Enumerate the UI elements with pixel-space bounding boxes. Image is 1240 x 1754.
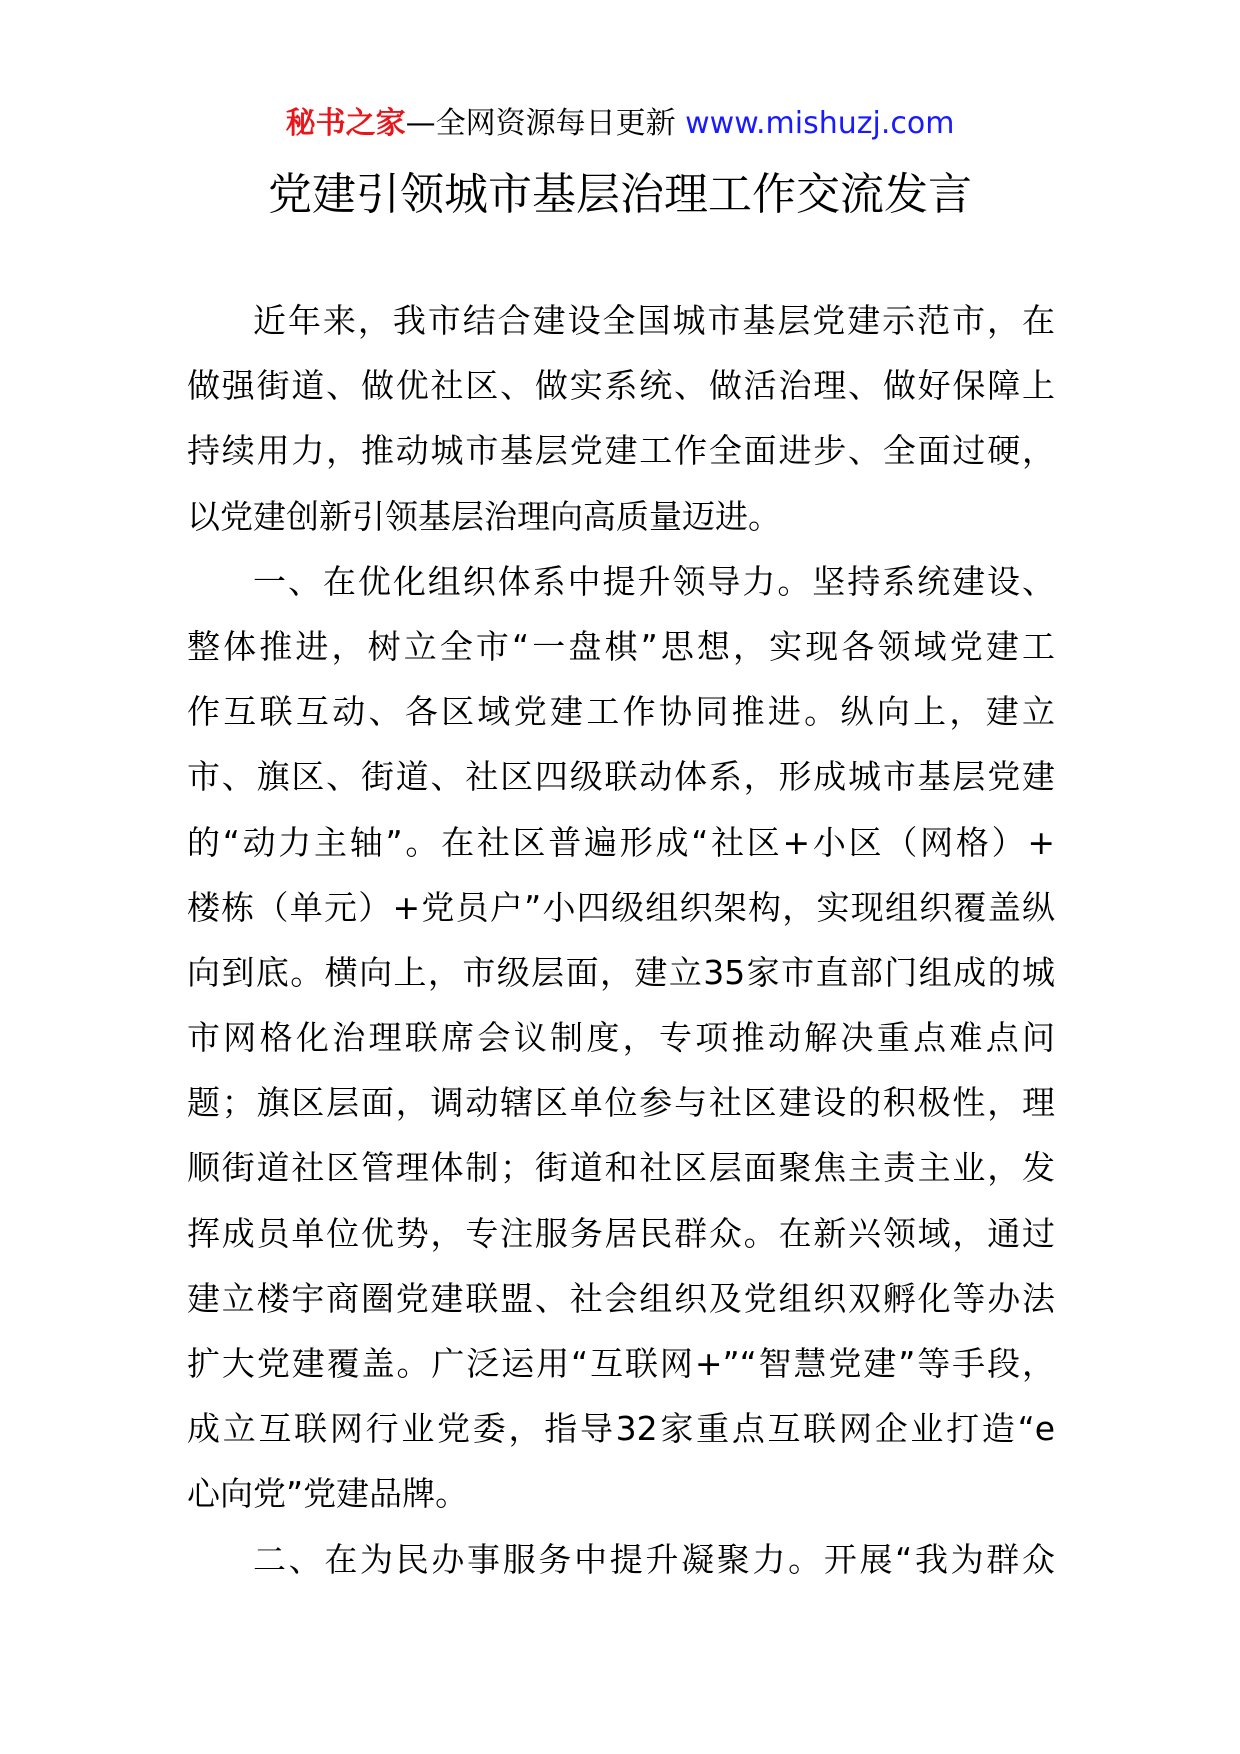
text-line: 挥成员单位优势，专注服务居民群众。在新兴领域，通过 [187, 1213, 1055, 1253]
text-line: 一、在优化组织体系中提升领导力。坚持系统建设、 [253, 561, 1055, 601]
text-line: 作互联互动、各区域党建工作协同推进。纵向上，建立 [187, 692, 1055, 732]
text-line: 以党建创新引领基层治理向高质量迈进。 [187, 496, 781, 536]
document-title: 党建引领城市基层治理工作交流发言 [268, 169, 972, 220]
text-line: 成立互联网行业党委，指导32家重点互联网企业打造“e [187, 1409, 1055, 1449]
site-tagline: —全网资源每日更新 [405, 106, 676, 141]
text-line: 建立楼宇商圈党建联盟、社会组织及党组织双孵化等办法 [187, 1278, 1055, 1318]
text-line: 顺街道社区管理体制；街道和社区层面聚焦主责主业，发 [187, 1148, 1055, 1188]
site-brand: 秘书之家 [285, 106, 406, 141]
text-line: 做强街道、做优社区、做实系统、做活治理、做好保障上 [187, 366, 1055, 406]
text-line: 心向党”党建品牌。 [187, 1474, 469, 1514]
text-line: 持续用力，推动城市基层党建工作全面进步、全面过硬， [187, 431, 1055, 471]
text-line: 近年来，我市结合建设全国城市基层党建示范市，在 [253, 301, 1055, 340]
text-line: 题；旗区层面，调动辖区单位参与社区建设的积极性，理 [187, 1083, 1055, 1123]
text-line: 扩大党建覆盖。广泛运用“互联网+”“智慧党建”等手段， [187, 1344, 1055, 1383]
text-line: 楼栋（单元）+党员户”小四级组织架构，实现组织覆盖纵 [187, 887, 1055, 927]
text-line: 整体推进，树立全市“一盘棋”思想，实现各领域党建工 [187, 626, 1055, 666]
text-line: 向到底。横向上，市级层面，建立35家市直部门组成的城 [187, 952, 1055, 992]
text-line: 市、旗区、街道、社区四级联动体系，形成城市基层党建 [187, 757, 1055, 797]
text-line: 市网格化治理联席会议制度，专项推动解决重点难点问 [187, 1018, 1055, 1058]
document-body [187, 288, 1055, 1592]
text-line: 二、在为民办事服务中提升凝聚力。开展“我为群众 [253, 1539, 1055, 1579]
text-line: 的“动力主轴”。在社区普遍形成“社区+小区（网格）+ [187, 822, 1055, 862]
site-url-link[interactable]: www.mishuzj.com [685, 106, 955, 141]
site-header [0, 104, 1240, 144]
